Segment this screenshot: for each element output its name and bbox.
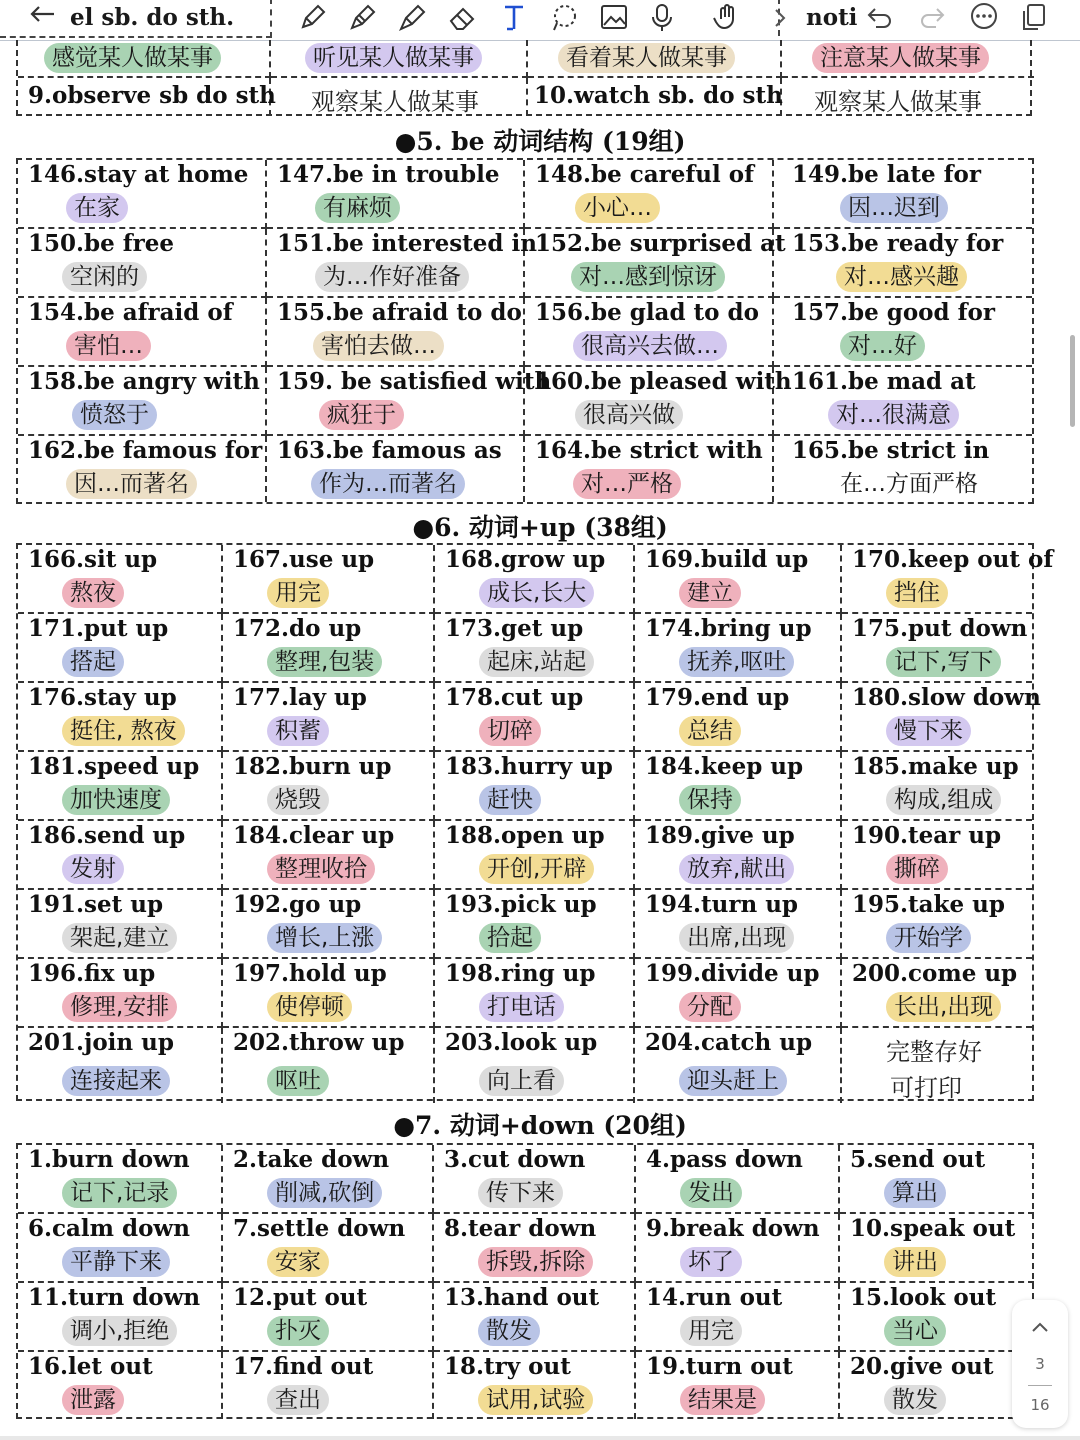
cell-cn: 连接起来: [62, 1066, 170, 1096]
table-cell: [636, 1352, 840, 1419]
cell-cn: 发射: [62, 854, 124, 884]
cell-cn: 发出: [680, 1178, 742, 1208]
table-cell: [635, 821, 842, 890]
cell-en: 192.go up: [233, 891, 362, 918]
table-cell: [18, 890, 223, 959]
cell-en: 153.be ready for: [792, 230, 1004, 257]
marker-icon[interactable]: [392, 0, 432, 36]
cell-cn: 起床,站起: [479, 647, 594, 677]
cell-en: 196.fix up: [28, 960, 156, 987]
cell-en: 188.open up: [445, 822, 605, 849]
cell-cn: 构成,组成: [886, 785, 1001, 815]
cell-cn: 使停顿: [267, 992, 352, 1022]
cell-en: 172.do up: [233, 615, 362, 642]
cell-en: 164.be strict with: [535, 437, 763, 464]
cell-cn: 平静下来: [62, 1247, 170, 1277]
cell-en: 167.use up: [233, 546, 375, 573]
cell-cn: 加快速度: [62, 785, 170, 815]
cell-en: 13.hand out: [444, 1284, 600, 1311]
microphone-icon[interactable]: [642, 0, 682, 36]
cell-cn: 削减,砍倒: [267, 1178, 382, 1208]
cell-en: 166.sit up: [28, 546, 158, 573]
table-cell: [840, 1352, 1034, 1419]
table-cell: [18, 959, 223, 1028]
cell-cn: 整理,包装: [267, 647, 382, 677]
table-cell: [842, 752, 1032, 821]
cell-en: 179.end up: [645, 684, 790, 711]
table-cell: [842, 821, 1032, 890]
cell-en: 18.try out: [444, 1353, 571, 1380]
cell-cn: 看着某人做某事: [558, 43, 735, 73]
table-cell: [525, 229, 786, 298]
table-cell: [223, 1145, 434, 1214]
cell-cn: 有麻烦: [315, 193, 400, 223]
cell-en: 5.send out: [850, 1146, 986, 1173]
table-cell: [635, 614, 842, 683]
cell-cn: 害怕…: [66, 331, 151, 361]
undo-icon[interactable]: [862, 0, 898, 36]
table-cell: [18, 1283, 223, 1352]
scrollbar-thumb[interactable]: [1070, 335, 1075, 427]
cell-en: 174.bring up: [645, 615, 812, 642]
cell-cn: 挡住: [886, 578, 948, 608]
table-cell: [223, 1352, 434, 1419]
cell-cn: 对…好: [840, 331, 925, 361]
table-cell: [267, 367, 552, 436]
cell-cn: 修理,安排: [62, 992, 177, 1022]
cell-en: 195.take up: [852, 891, 1005, 918]
cell-en: 200.come up: [852, 960, 1018, 987]
table-cell: [636, 1283, 840, 1352]
table-cell: [636, 1145, 840, 1214]
cell-cn: 观察某人做某事: [311, 88, 479, 116]
cell-cn: 切碎: [479, 716, 541, 746]
table-cell: [774, 160, 1032, 229]
cell-cn: 很高兴做: [575, 400, 683, 430]
table-cell: [18, 298, 267, 367]
cell-en: 197.hold up: [233, 960, 387, 987]
cell-en: 11.turn down: [28, 1284, 201, 1311]
table-cell: [434, 1214, 636, 1283]
cell-cn: 保持: [679, 785, 741, 815]
cell-cn: 拆毁,拆除: [478, 1247, 593, 1277]
table-cell: [18, 683, 223, 752]
cell-en: 162.be famous for: [28, 437, 263, 464]
table-cell: [635, 545, 842, 614]
cell-cn: 注意某人做某事: [812, 43, 989, 73]
cell-en: 2.take down: [233, 1146, 390, 1173]
chevron-right-icon[interactable]: [762, 0, 798, 36]
table-cell: [435, 821, 635, 890]
pen-icon[interactable]: [292, 0, 332, 36]
cell-en: 149.be late for: [792, 161, 981, 188]
cell-en: 6.calm down: [28, 1215, 190, 1242]
table-cell: [18, 821, 223, 890]
cell-cn: 用完: [267, 578, 329, 608]
table-cell: [271, 78, 528, 116]
cell-en: 189.give up: [645, 822, 795, 849]
cell-en: 15.look out: [850, 1284, 997, 1311]
cell-en: 193.pick up: [445, 891, 597, 918]
cell-en: 178.cut up: [445, 684, 584, 711]
page-separator: [1028, 1385, 1052, 1386]
cell-en: 159. be satisfied with: [277, 368, 552, 395]
more-icon[interactable]: [966, 0, 1002, 36]
table-cell: [18, 545, 223, 614]
table-cell: [840, 1283, 1034, 1352]
cell-en: 199.divide up: [645, 960, 820, 987]
cell-en: 175.put down: [852, 615, 1028, 642]
cell-en: 1.burn down: [28, 1146, 190, 1173]
cell-cn: 查出: [267, 1385, 329, 1415]
table-cell: [18, 1214, 223, 1283]
table-cell: [842, 890, 1032, 959]
cell-en: 10.speak out: [850, 1215, 1016, 1242]
table-cell: [840, 1145, 1034, 1214]
table-cell: [18, 1028, 223, 1103]
cell-en: 154.be afraid of: [28, 299, 233, 326]
table-cell: [782, 78, 1034, 116]
cell-cn: 拾起: [479, 923, 541, 953]
toolbar-left-fragment: el sb. do sth.: [70, 4, 235, 31]
table-cell: [435, 959, 635, 1028]
cell-cn: 用完: [680, 1316, 742, 1346]
cell-cn: 呕吐: [267, 1066, 329, 1096]
cell-en: 16.let out: [28, 1353, 153, 1380]
cell-en: 146.stay at home: [28, 161, 249, 188]
table-cell: [223, 683, 435, 752]
cell-note: 完整存好: [886, 1038, 982, 1066]
cell-cn: 害怕去做…: [313, 331, 444, 361]
cell-en: 157.be good for: [792, 299, 995, 326]
cell-cn: 出席,出现: [679, 923, 794, 953]
image-icon[interactable]: [594, 0, 634, 36]
table-cell: [635, 752, 842, 821]
table-cell: [774, 367, 1032, 436]
table-cell: [842, 614, 1032, 683]
cell-cn: 记下,记录: [62, 1178, 177, 1208]
cell-en: 203.look up: [445, 1029, 598, 1056]
cell-cn: 听见某人做某事: [305, 43, 482, 73]
cell-en: 160.be pleased with: [535, 368, 792, 395]
table-cell: [267, 298, 525, 367]
cell-cn: 当心: [884, 1316, 946, 1346]
cell-cn: 向上看: [479, 1066, 564, 1096]
cell-cn: 小心…: [575, 193, 660, 223]
cell-en: 181.speed up: [28, 753, 200, 780]
cell-en: 184.clear up: [233, 822, 395, 849]
cell-en: 169.build up: [645, 546, 809, 573]
cell-en: 150.be free: [28, 230, 175, 257]
table-cell: [223, 959, 435, 1028]
table-cell: [842, 683, 1041, 752]
cell-cn: 对…很满意: [828, 400, 959, 430]
cell-cn: 很高兴去做…: [573, 331, 727, 361]
cell-cn: 算出: [884, 1178, 946, 1208]
cell-cn: 积蓄: [267, 716, 329, 746]
table-cell: [18, 40, 271, 78]
table-cell: [635, 959, 842, 1028]
cell-en: 180.slow down: [852, 684, 1041, 711]
table-cell: [435, 614, 635, 683]
table-cell: [782, 40, 1034, 78]
cell-cn: 愤怒于: [72, 400, 157, 430]
cell-en: 8.tear down: [444, 1215, 597, 1242]
cell-cn: 因…迟到: [840, 193, 948, 223]
table-cell: [223, 545, 435, 614]
cell-en: 171.put up: [28, 615, 169, 642]
table-cell: [842, 545, 1054, 614]
section-heading-be-verb: ●5. be 动词结构 (19组): [394, 127, 686, 156]
cell-cn: 作为…而著名: [311, 469, 465, 499]
verb-down-table: [16, 1143, 1034, 1419]
cell-cn: 记下,写下: [886, 647, 1001, 677]
cell-cn: 坏了: [680, 1247, 742, 1277]
table-cell: [223, 752, 435, 821]
cell-en: 173.get up: [445, 615, 584, 642]
annotation-toolbar: [0, 0, 1080, 41]
table-cell: [18, 1145, 223, 1214]
table-cell: [842, 1028, 1032, 1103]
table-cell: [435, 683, 635, 752]
cell-cn: 烧毁: [267, 785, 329, 815]
table-cell: [18, 614, 223, 683]
cell-en: 9.break down: [646, 1215, 820, 1242]
cell-cn: 对…感到惊讶: [571, 262, 725, 292]
back-arrow-icon[interactable]: [22, 0, 62, 36]
table-cell: [774, 229, 1032, 298]
be-verb-table: [16, 158, 1034, 504]
chevron-up-icon[interactable]: [1030, 1320, 1050, 1334]
table-cell: [435, 890, 635, 959]
table-cell: [525, 160, 774, 229]
cell-en: 186.send up: [28, 822, 186, 849]
table-cell: [525, 367, 792, 436]
table-cell: [267, 160, 525, 229]
cell-cn: 对…感兴趣: [836, 262, 967, 292]
table-cell: [635, 683, 842, 752]
cell-cn: 分配: [679, 992, 741, 1022]
cell-cn: 安家: [267, 1247, 329, 1277]
redo-icon[interactable]: [914, 0, 950, 36]
cell-cn: 扑灭: [267, 1316, 329, 1346]
table-cell: [18, 367, 267, 436]
cell-en: 148.be careful of: [535, 161, 754, 188]
table-cell: [435, 545, 635, 614]
cell-cn: 熬夜: [62, 578, 124, 608]
cell-en: 177.lay up: [233, 684, 367, 711]
table-cell: [271, 40, 528, 78]
table-cell: [435, 1028, 635, 1103]
cell-cn: 打电话: [479, 992, 564, 1022]
cell-en: 190.tear up: [852, 822, 1002, 849]
cell-en: 176.stay up: [28, 684, 177, 711]
current-page: 3: [1035, 1355, 1045, 1373]
table-cell: [434, 1283, 636, 1352]
cell-cn: 试用,试验: [478, 1385, 593, 1415]
table-cell: [525, 436, 774, 502]
cell-cn: 建立: [679, 578, 741, 608]
cell-cn: 抚养,呕吐: [679, 647, 794, 677]
cell-cn: 泄露: [62, 1385, 124, 1415]
total-pages: 16: [1030, 1396, 1050, 1414]
table-cell: [636, 1214, 840, 1283]
table-cell: [635, 1028, 842, 1103]
table-cell: [774, 298, 1032, 367]
toolbar-right-fragment: noti: [806, 4, 858, 31]
cell-en: 204.catch up: [645, 1029, 813, 1056]
cell-cn: 感觉某人做某事: [44, 43, 221, 73]
cell-cn: 因…而著名: [66, 469, 197, 499]
table-cell: [223, 1028, 435, 1103]
table-cell: [18, 229, 267, 298]
cell-en: 152.be surprised at: [535, 230, 786, 257]
cell-en: 19.turn out: [646, 1353, 793, 1380]
cell-cn: 在…方面严格: [832, 469, 986, 499]
cell-en: 158.be angry with: [28, 368, 260, 395]
table-cell: [635, 890, 842, 959]
verb-up-table: [16, 543, 1054, 1102]
cell-en: 20.give out: [850, 1353, 994, 1380]
table-cell: [528, 40, 782, 78]
copy-icon[interactable]: [1016, 0, 1052, 36]
cell-en: 182.burn up: [233, 753, 392, 780]
cell-cn: 散发: [884, 1385, 946, 1415]
table-cell: [18, 160, 267, 229]
table-cell: [528, 78, 782, 116]
table-cell: [18, 78, 276, 116]
cell-cn: 为…作好准备: [315, 262, 469, 292]
cell-en: 147.be in trouble: [277, 161, 500, 188]
table-cell: [774, 436, 1032, 502]
eraser-icon[interactable]: [442, 0, 482, 36]
table-cell: [434, 1145, 636, 1214]
cell-en: 202.throw up: [233, 1029, 405, 1056]
cell-cn: 长出,出现: [886, 992, 1001, 1022]
cell-cn: 放弃,献出: [679, 854, 794, 884]
cell-en: 165.be strict in: [792, 437, 990, 464]
cell-en: 201.join up: [28, 1029, 174, 1056]
table-cell: [18, 1352, 223, 1419]
cell-en: 151.be interested in: [277, 230, 537, 257]
cell-en: 161.be mad at: [792, 368, 976, 395]
section-heading-verb-up: ●6. 动词+up (38组): [412, 513, 668, 542]
cell-note: 可打印: [890, 1074, 962, 1102]
text-icon[interactable]: [494, 0, 534, 36]
cell-cn: 讲出: [884, 1247, 946, 1277]
cell-cn: 架起,建立: [62, 923, 177, 953]
cell-en: 183.hurry up: [445, 753, 613, 780]
table-cell: [435, 752, 635, 821]
cell-en: 170.keep out of: [852, 546, 1054, 573]
cell-en: 7.settle down: [233, 1215, 406, 1242]
cell-en: 17.find out: [233, 1353, 374, 1380]
cell-en: 4.pass down: [646, 1146, 803, 1173]
cell-cn: 传下来: [478, 1178, 563, 1208]
cell-cn: 开创,开辟: [479, 854, 594, 884]
cell-cn: 慢下来: [886, 716, 971, 746]
cell-cn: 空闲的: [62, 262, 147, 292]
cell-en: 185.make up: [852, 753, 1019, 780]
table-cell: [223, 1214, 434, 1283]
table-cell: [18, 436, 267, 502]
cell-cn: 撕碎: [886, 854, 948, 884]
table-cell: [842, 959, 1032, 1028]
table-cell: [223, 821, 435, 890]
cell-cn: 总结: [679, 716, 741, 746]
cell-cn: 对…严格: [573, 469, 681, 499]
table-cell: [267, 229, 537, 298]
table-cell: [223, 890, 435, 959]
page-indicator[interactable]: [1012, 1300, 1068, 1428]
cell-cn: 赶快: [479, 785, 541, 815]
table-cell: [18, 752, 223, 821]
cell-en: 155.be afraid to do: [277, 299, 522, 326]
cell-en: 156.be glad to do: [535, 299, 759, 326]
cell-en: 3.cut down: [444, 1146, 586, 1173]
top-continuation-table: [16, 40, 1032, 116]
bottom-edge: [0, 1436, 1080, 1440]
cell-cn: 成长,长大: [479, 578, 594, 608]
cell-cn: 观察某人做某事: [814, 88, 982, 116]
table-cell: [267, 436, 525, 502]
cell-en: 14.run out: [646, 1284, 783, 1311]
cell-cn: 开始学: [886, 923, 971, 953]
cell-en: 198.ring up: [445, 960, 596, 987]
cell-en: 163.be famous as: [277, 437, 502, 464]
cell-cn: 迎头赶上: [679, 1066, 787, 1096]
cell-cn: 疯狂于: [319, 400, 404, 430]
cell-cn: 散发: [478, 1316, 540, 1346]
cell-en: 191.set up: [28, 891, 164, 918]
table-cell: [223, 614, 435, 683]
cell-en: 184.keep up: [645, 753, 804, 780]
cell-cn: 调小,拒绝: [62, 1316, 177, 1346]
hand-icon[interactable]: [708, 0, 748, 36]
cell-cn: 增长,上涨: [267, 923, 382, 953]
cell-en: 10.watch sb. do sth: [534, 82, 783, 109]
table-cell: [840, 1214, 1034, 1283]
cell-cn: 整理收拾: [267, 854, 375, 884]
cell-en: 12.put out: [233, 1284, 368, 1311]
cell-en: 168.grow up: [445, 546, 606, 573]
cell-en: 194.turn up: [645, 891, 799, 918]
table-cell: [525, 298, 774, 367]
table-cell: [434, 1352, 636, 1419]
table-cell: [223, 1283, 434, 1352]
highlighter-icon[interactable]: [342, 0, 382, 36]
cell-en: 9.observe sb do sth: [28, 82, 276, 109]
cell-cn: 在家: [66, 193, 128, 223]
cell-cn: 搭起: [62, 647, 124, 677]
lasso-icon[interactable]: [544, 0, 584, 36]
cell-cn: 结果是: [680, 1385, 765, 1415]
cell-cn: 挺住, 熬夜: [62, 716, 185, 746]
section-heading-verb-down: ●7. 动词+down (20组): [393, 1111, 687, 1140]
